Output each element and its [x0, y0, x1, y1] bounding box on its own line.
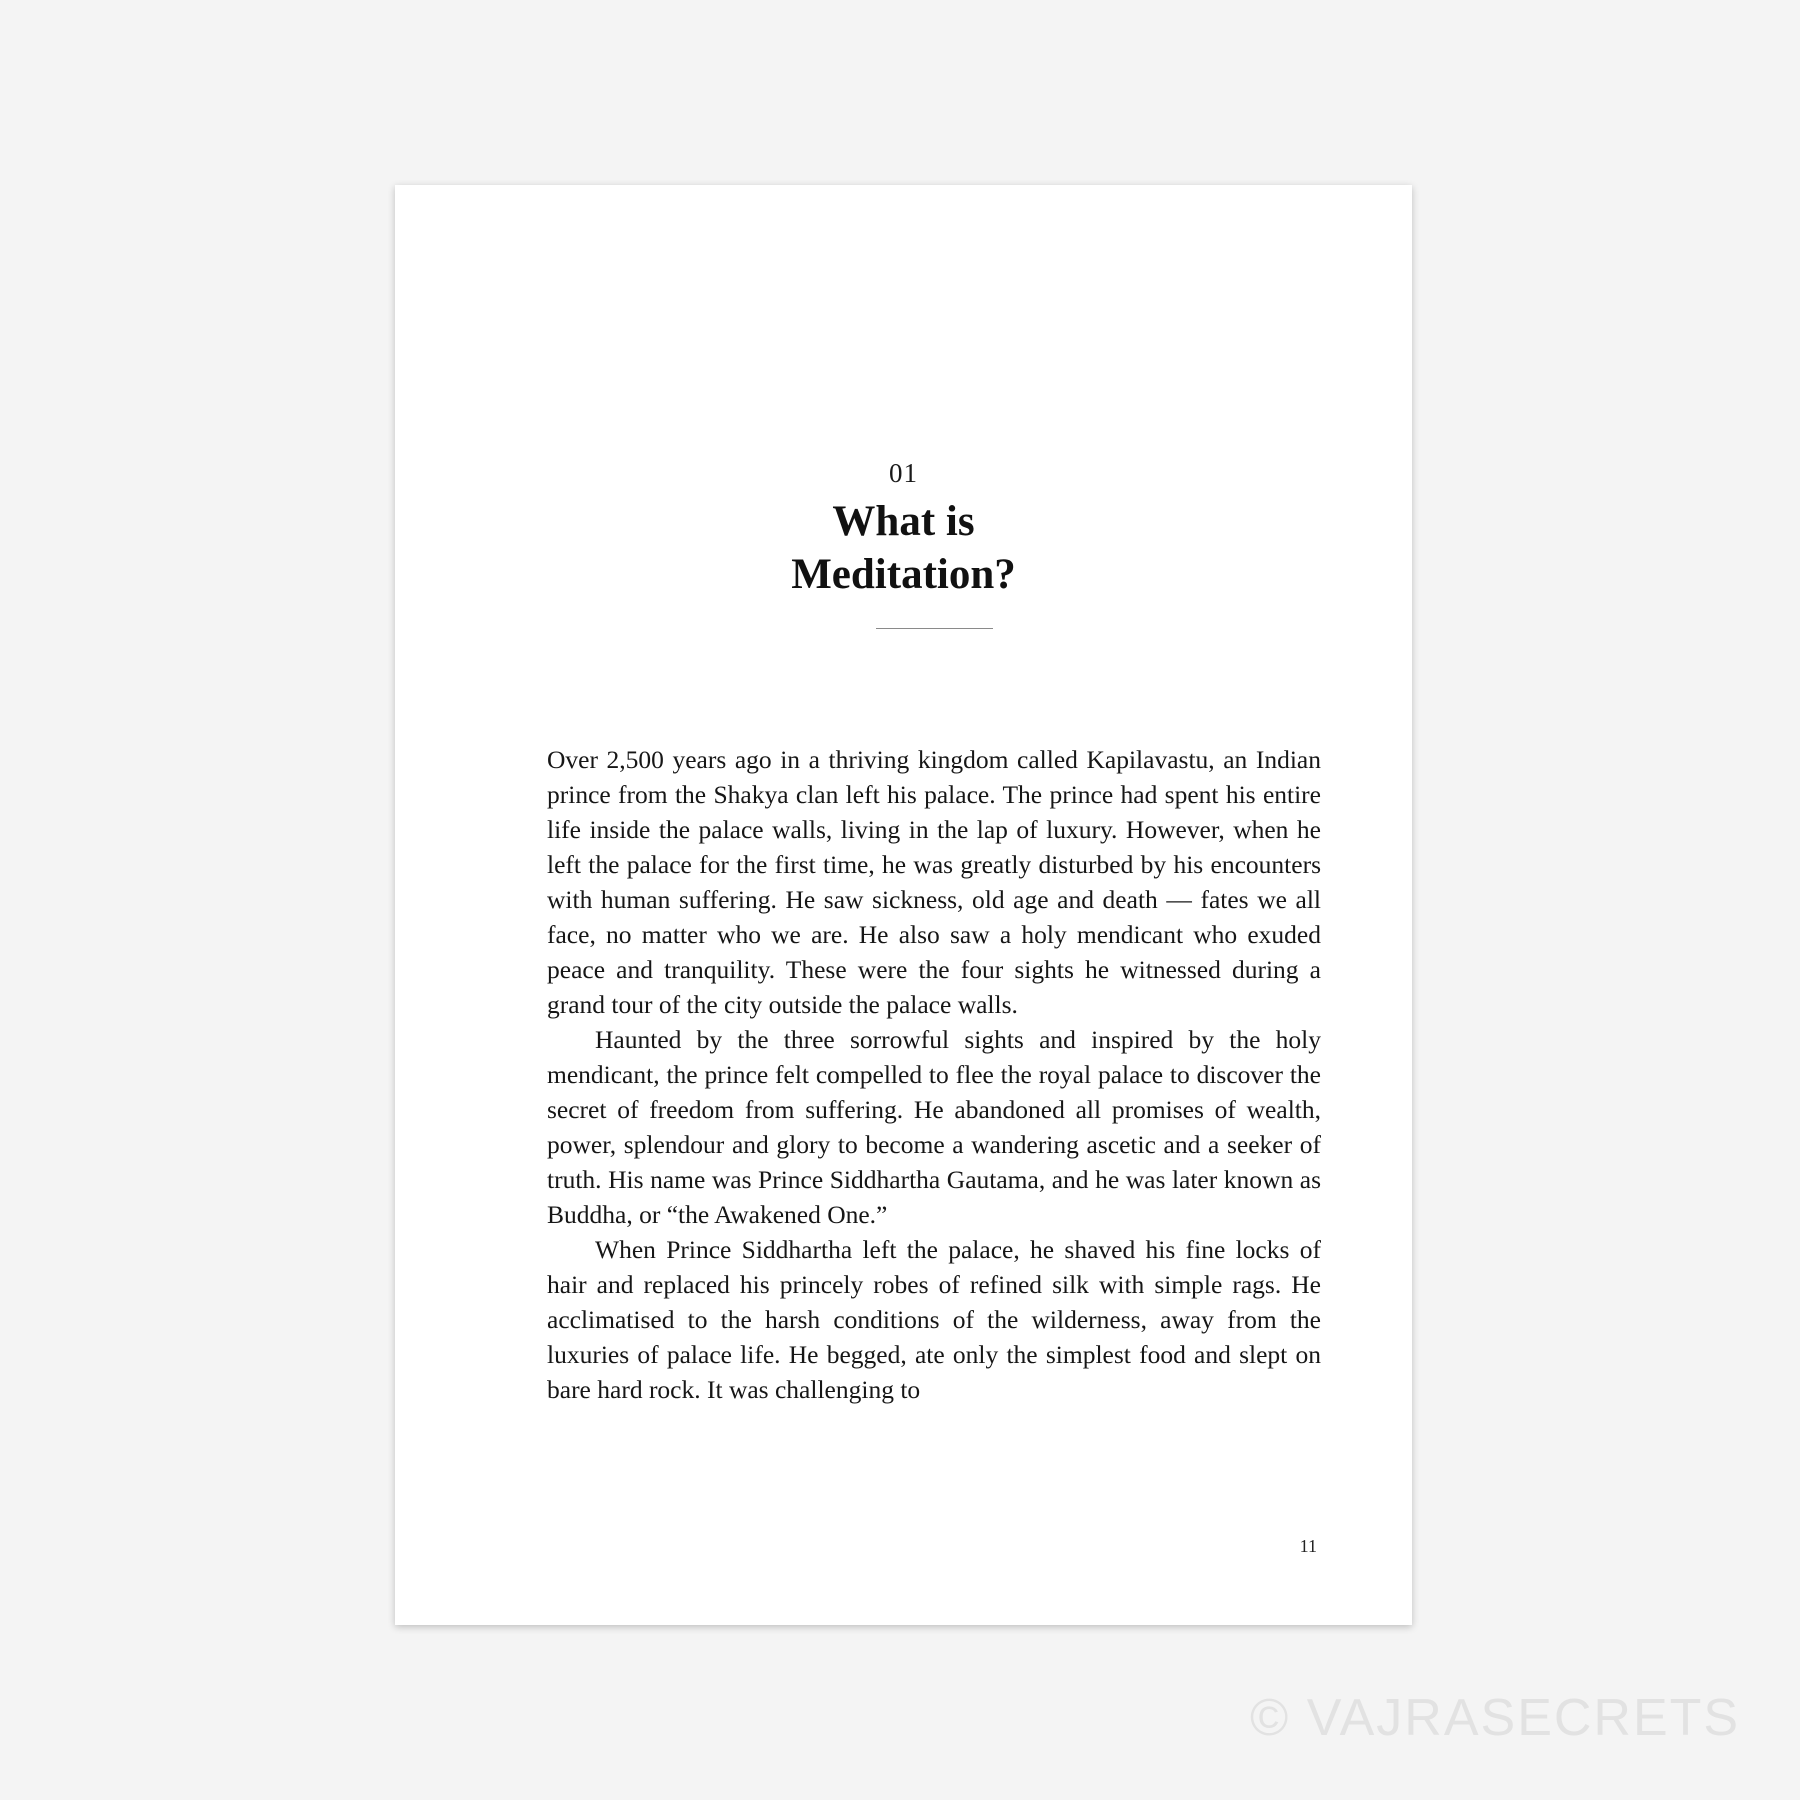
book-page [395, 185, 1412, 1625]
chapter-title-line-2: Meditation? [791, 551, 1016, 598]
chapter-title-line-1: What is [832, 498, 975, 545]
page-number: 11 [1299, 1536, 1317, 1556]
paragraph-2: Haunted by the three sorrowful sights and inspired by the holy mendicant, the prince felt compelled to flee the royal palace to discover the secret of freedom from suffering. He abandoned all promises of wealth, power, splendour and glory to become a wandering ascetic and a seeker of truth. His name was Prince Siddhartha Gautama, and he was later known as Buddha, or “the Awakened One.” [547, 1025, 1321, 1229]
body-text [547, 742, 1321, 1407]
title-divider [876, 628, 993, 629]
paragraph-3: When Prince Siddhartha left the palace, he shaved his fine locks of hair and replaced his princely robes of refined silk with simple rags. He acclimatised to the harsh conditions of the wilderness, away from the luxuries of palace life. He begged, ate only the simplest food and slept on bare hard rock. It was challenging to [547, 1235, 1321, 1404]
paragraph-1: Over 2,500 years ago in a thriving kingdom called Kapilavastu, an Indian prince from the Shakya clan left his palace. The prince had spent his entire life inside the palace walls, living in the lap of luxury. However, when he left the palace for the first time, he was greatly disturbed by his encounters with human suffering. He saw sickness, old age and death — fates we all face, no matter who we are. He also saw a holy mendicant who exuded peace and tranquility. These were the four sights he witnessed during a grand tour of the city outside the palace walls. [547, 745, 1321, 1019]
chapter-title [395, 495, 1412, 601]
chapter-number: 01 [889, 458, 918, 488]
copyright-watermark: © VAJRASECRETS [1250, 1689, 1741, 1747]
